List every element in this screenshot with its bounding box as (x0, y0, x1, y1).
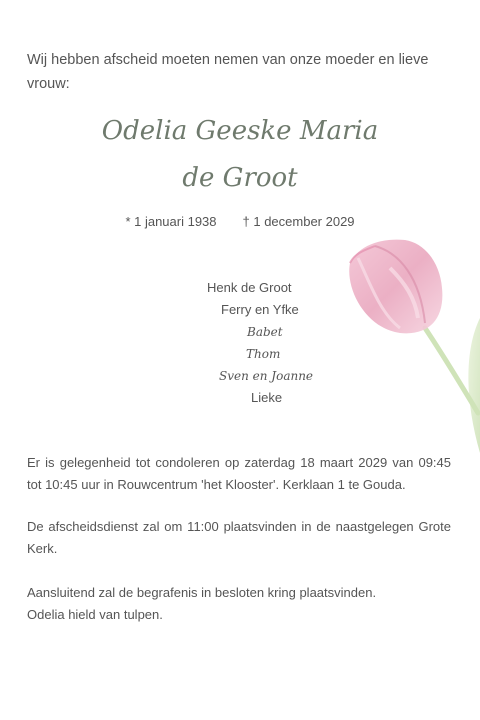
life-dates (0, 214, 480, 229)
family-member: Thom (246, 347, 281, 361)
tulips-paragraph: Odelia hield van tulpen. (27, 607, 163, 622)
family-member: Ferry en Yfke (221, 302, 299, 317)
birth-date: * 1 januari 1938 (125, 214, 217, 229)
condolence-paragraph: Er is gelegenheid tot condoleren op zaterdag 18 maart 2029 van 09:45 tot 10:45 uur in Rouwcentrum 'het Klooster'. Kerklaan 1 te Gouda. (27, 455, 451, 492)
deceased-name-line2: de Groot (182, 163, 298, 193)
family-member: Sven en Joanne (219, 369, 314, 383)
intro-text: Wij hebben afscheid moeten nemen van onze moeder en lieve vrouw: (27, 52, 429, 92)
burial-paragraph: Aansluitend zal de begrafenis in besloten kring plaatsvinden. (27, 585, 377, 600)
family-member: Henk de Groot (207, 280, 292, 295)
service-paragraph: De afscheidsdienst zal om 11:00 plaatsvinden in de naastgelegen Grote Kerk. (27, 519, 451, 556)
tulip-illustration (330, 228, 480, 458)
death-date: † 1 december 2029 (242, 214, 355, 229)
family-member: Lieke (251, 390, 283, 405)
family-member: Babet (247, 325, 283, 339)
deceased-name-line1: Odelia Geeske Maria (101, 116, 379, 146)
